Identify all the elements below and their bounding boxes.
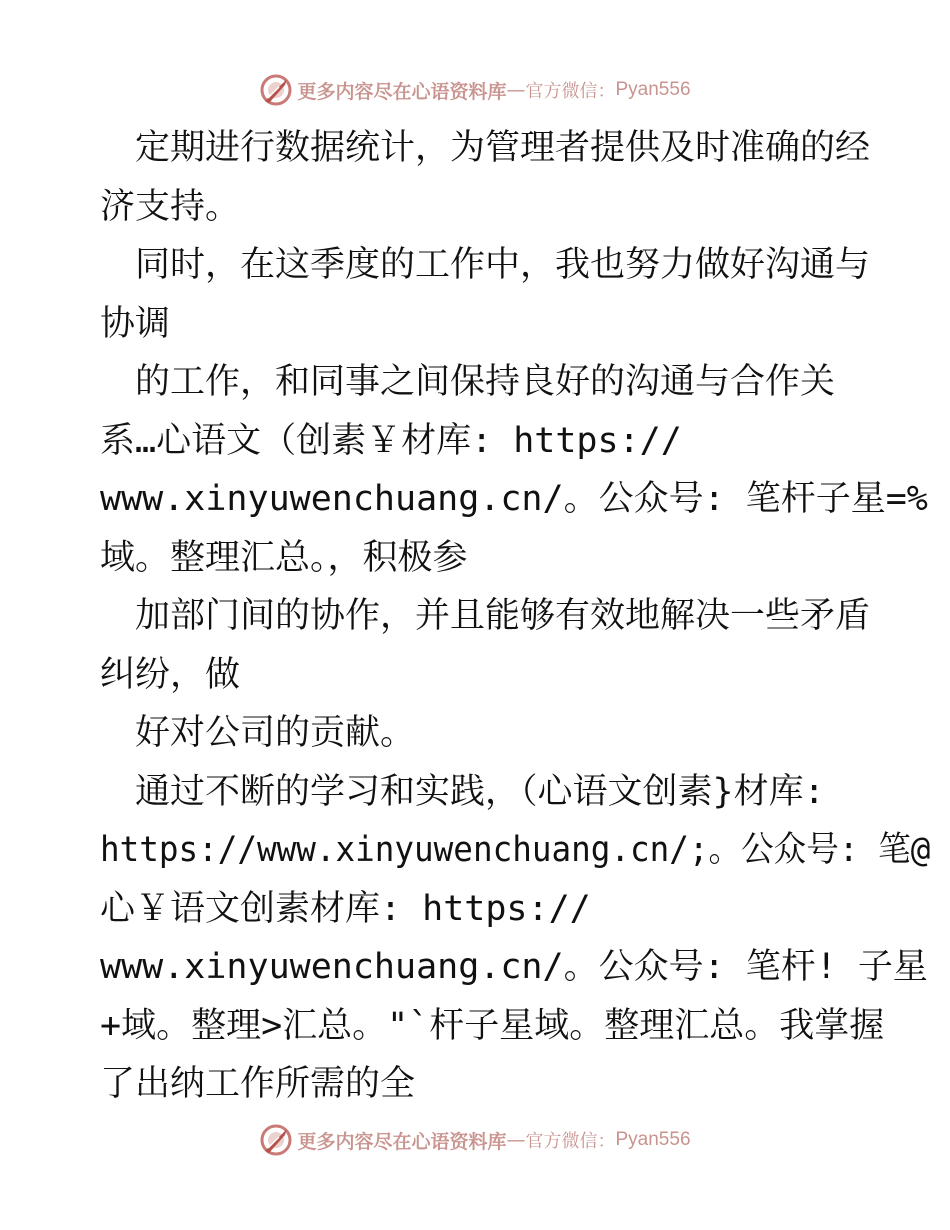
body-line: 的工作，和同事之间保持良好的沟通与合作关 <box>100 362 836 402</box>
body-line: 了出纳工作所需的全 <box>100 1064 416 1104</box>
body-line: www.xinyuwenchuang.cn/。公众号: 笔杆! 子星 <box>100 947 928 987</box>
pen-logo-icon <box>259 73 293 107</box>
pen-logo-icon <box>259 1123 293 1157</box>
body-line: 纠纷，做 <box>100 655 241 695</box>
footer-banner <box>0 1120 950 1160</box>
body-line: 好对公司的贡献。 <box>100 713 416 753</box>
body-line: 加部门间的协作，并且能够有效地解决一些矛盾 <box>100 596 871 636</box>
body-line: 协调 <box>100 304 171 344</box>
body-line: 同时，在这季度的工作中，我也努力做好沟通与 <box>100 245 871 285</box>
body-line: 通过不断的学习和实践，（心语文创素}材库: <box>100 772 825 812</box>
header-banner-text: 更多内容尽在心语资料库 <box>297 80 507 103</box>
body-line: 济支持。 <box>100 187 241 227</box>
footer-banner-text: 更多内容尽在心语资料库 <box>297 1130 507 1153</box>
body-line: 定期进行数据统计，为管理者提供及时准确的经 <box>100 128 871 168</box>
body-line: 系…心语文（创素￥材库: https:// <box>100 421 682 461</box>
header-banner-dash: — <box>506 79 526 101</box>
body-line: 域。整理汇总。，积极参 <box>100 538 468 578</box>
header-wechat-label: 官方微信： <box>525 81 616 102</box>
body-line: 心￥语文创素材库: https:// <box>100 889 591 929</box>
header-banner <box>0 70 950 110</box>
body-line: www.xinyuwenchuang.cn/。公众号: 笔杆子星=% <box>100 479 928 519</box>
footer-banner-dash: — <box>506 1129 526 1151</box>
body-line: https://www.xinyuwenchuang.cn/;。公众号: 笔@ <box>100 830 931 870</box>
body-line: +域。整理>汇总。"`杆子星域。整理汇总。我掌握 <box>100 1006 885 1046</box>
footer-wechat-id: Pyan556 <box>615 1129 691 1150</box>
footer-wechat-label: 官方微信： <box>525 1131 616 1152</box>
header-wechat-id: Pyan556 <box>615 79 691 100</box>
